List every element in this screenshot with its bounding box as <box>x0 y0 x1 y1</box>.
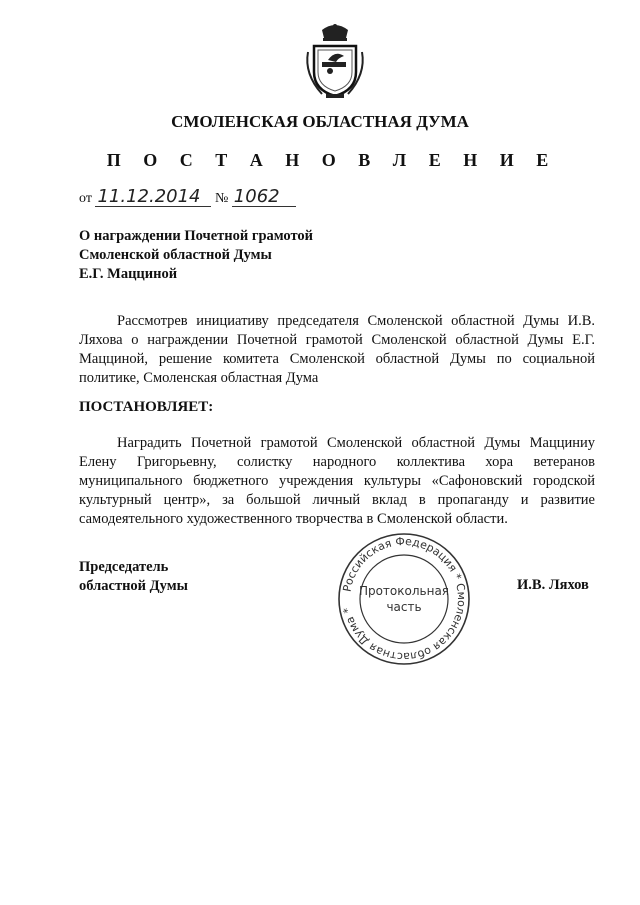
handwritten-date: 11.12.2014 <box>95 188 211 207</box>
document-type: П О С Т А Н О В Л Е Н И Е <box>106 150 558 170</box>
handwritten-number: 1062 <box>232 188 296 207</box>
preamble-paragraph <box>79 312 595 388</box>
official-stamp <box>336 531 472 667</box>
signatory-title <box>79 558 188 596</box>
signatory-title-line: Председатель <box>79 559 169 575</box>
subject-line: Е.Г. Мацциной <box>79 266 178 282</box>
resolution-text: Наградить Почетной грамотой Смоленской областной Думы Мацциниу Елену Григорьевну, солистку народного коллектива хора ветеранов муниципального бюджетного учреждения культуры «Сафоновский городской культурный центр», за большой личный вклад в пропаганду и развитие самодеятельного художественного творчества в Смоленской области. <box>79 435 595 527</box>
stamp-center-line: Протокольная <box>358 584 450 598</box>
signatory-name: И.В. Ляхов <box>517 577 589 593</box>
date-prefix: от <box>79 191 92 206</box>
subject-line: О награждении Почетной грамотой <box>79 228 314 244</box>
resolve-label: ПОСТАНОВЛЯЕТ: <box>79 399 214 415</box>
signatory-title-line: областной Думы <box>79 578 188 594</box>
number-label: № <box>214 191 229 206</box>
subject-line: Смоленской областной Думы <box>79 247 272 263</box>
preamble-text: Рассмотрев инициативу председателя Смоленской областной Думы И.В. Ляхова о награждении Почетной грамотой Смоленской областной Думы Е.Г. Мацциной, решение комитета Смоленской областной Думы по социальной политике, Смоленская областная Дума <box>79 313 595 386</box>
stamp-outer-text: Российская Федерация * Смоленская областная Дума * <box>340 534 469 664</box>
subject-block <box>79 227 313 284</box>
resolution-paragraph <box>79 434 595 529</box>
coat-of-arms-icon <box>302 22 368 100</box>
stamp-center-line: часть <box>386 600 422 614</box>
date-number-line <box>79 188 296 207</box>
organization-title: СМОЛЕНСКАЯ ОБЛАСТНАЯ ДУМА <box>171 112 469 131</box>
